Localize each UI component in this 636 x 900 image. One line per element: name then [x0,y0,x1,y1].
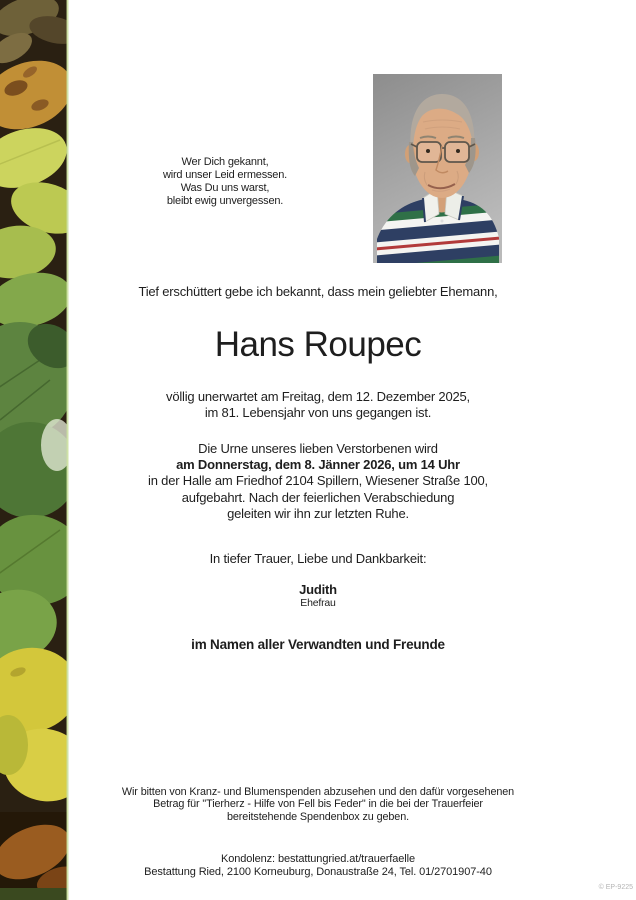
funeral-date-time: am Donnerstag, dem 8. Jänner 2026, um 14 Uhr [176,457,460,473]
donation-line: Wir bitten von Kranz- und Blumenspenden abzusehen und den dafür vorgesehenen [121,786,515,798]
funeral-home-info: Bestattung Ried, 2100 Korneuburg, Donaustraße 24, Tel. 01/2701907-40 [144,865,492,878]
donation-line: Betrag für "Tierherz - Hilfe von Fell bis Feder" in die bei der Trauerfeier [153,798,483,811]
passing-line: völlig unerwartet am Freitag, dem 12. Dezember 2025, [166,389,470,404]
print-code: © EP-9225 [598,884,633,891]
donation-request [0,786,636,823]
poem-line: wird unser Leid ermessen. [162,169,287,181]
mourner-relation: Ehefrau [300,597,336,609]
funeral-line: aufgebahrt. Nach der feierlichen Verabschiedung [181,489,455,505]
funeral-line: geleiten wir ihn zur letzten Ruhe. [227,505,409,521]
passing-line: im 81. Lebensjahr von uns gegangen ist. [204,404,432,420]
poem-line: Wer Dich gekannt, [181,156,269,168]
portrait-illustration [373,74,502,263]
portrait-photo [373,74,502,263]
funeral-location: in der Halle am Friedhof 2104 Spillern, Wiesener Straße 100, [148,473,488,489]
funeral-details [0,441,636,522]
donation-line: bereitstehende Spendenbox zu geben. [227,810,409,823]
mourner-name: Judith [299,582,337,597]
passing-details [0,389,636,420]
condolence-link-text: Kondolenz: bestattungried.at/trauerfaelle [220,853,416,865]
poem-line: bleibt ewig unvergessen. [166,195,284,207]
memorial-poem [95,156,355,208]
mourning-intro: In tiefer Trauer, Liebe und Dankbarkeit: [209,551,427,566]
mourners-collective: im Namen aller Verwandten und Freunde [191,637,445,652]
deceased-name: Hans Roupec [214,325,422,364]
footer-info [0,853,636,879]
announcement-intro: Tief erschüttert gebe ich bekannt, dass mein geliebter Ehemann, [138,284,498,299]
poem-line: Was Du uns warst, [180,182,270,194]
funeral-line: Die Urne unseres lieben Verstorbenen wird [198,441,438,456]
